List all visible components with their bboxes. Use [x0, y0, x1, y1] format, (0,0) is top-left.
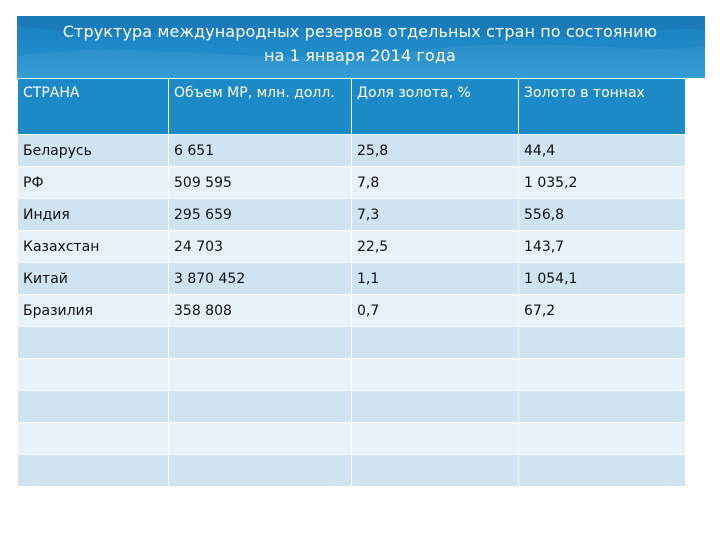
cell-gold-tonnes: 67,2 [519, 295, 686, 327]
cell-gold-share [352, 423, 519, 455]
cell-reserves-volume [169, 359, 352, 391]
table-row [18, 263, 686, 295]
cell-country: РФ [18, 167, 169, 199]
cell-country [18, 391, 169, 423]
cell-gold-share: 1,1 [352, 263, 519, 295]
cell-reserves-volume [169, 391, 352, 423]
slide-title-line-1: Структура международных резервов отдельных стран по состоянию [62, 22, 658, 41]
table-row [18, 391, 686, 423]
table-row [18, 231, 686, 263]
table-row [18, 455, 686, 487]
cell-gold-tonnes [519, 391, 686, 423]
table-row [18, 423, 686, 455]
cell-country [18, 359, 169, 391]
cell-reserves-volume: 358 808 [169, 295, 352, 327]
cell-gold-share: 0,7 [352, 295, 519, 327]
cell-reserves-volume: 295 659 [169, 199, 352, 231]
cell-country: Индия [18, 199, 169, 231]
cell-gold-share [352, 359, 519, 391]
cell-gold-share [352, 327, 519, 359]
cell-gold-share: 22,5 [352, 231, 519, 263]
cell-country: Бразилия [18, 295, 169, 327]
table-row [18, 135, 686, 167]
cell-country: Беларусь [18, 135, 169, 167]
slide-title [40, 20, 680, 68]
cell-gold-tonnes: 556,8 [519, 199, 686, 231]
cell-gold-tonnes [519, 423, 686, 455]
cell-gold-share: 25,8 [352, 135, 519, 167]
cell-country: Казахстан [18, 231, 169, 263]
cell-reserves-volume: 24 703 [169, 231, 352, 263]
header-reserves-volume: Объем МР, млн. долл. [169, 79, 352, 135]
cell-reserves-volume: 3 870 452 [169, 263, 352, 295]
cell-country [18, 455, 169, 487]
cell-country [18, 423, 169, 455]
cell-gold-tonnes: 44,4 [519, 135, 686, 167]
cell-gold-tonnes: 1 054,1 [519, 263, 686, 295]
table-row [18, 327, 686, 359]
slide-title-line-2: на 1 января 2014 года [264, 46, 456, 65]
cell-gold-tonnes: 1 035,2 [519, 167, 686, 199]
cell-gold-tonnes: 143,7 [519, 231, 686, 263]
cell-reserves-volume [169, 423, 352, 455]
cell-reserves-volume [169, 327, 352, 359]
cell-reserves-volume: 6 651 [169, 135, 352, 167]
cell-gold-share: 7,8 [352, 167, 519, 199]
cell-country: Китай [18, 263, 169, 295]
cell-country [18, 327, 169, 359]
table-row [18, 167, 686, 199]
table-row [18, 359, 686, 391]
header-gold-share: Доля золота, % [352, 79, 519, 135]
table-row [18, 199, 686, 231]
cell-gold-share: 7,3 [352, 199, 519, 231]
reserves-table [17, 78, 686, 487]
cell-gold-tonnes [519, 327, 686, 359]
cell-gold-tonnes [519, 359, 686, 391]
table-header-row [18, 79, 686, 135]
table-row [18, 295, 686, 327]
cell-gold-tonnes [519, 455, 686, 487]
cell-gold-share [352, 391, 519, 423]
cell-reserves-volume [169, 455, 352, 487]
header-gold-tonnes: Золото в тоннах [519, 79, 686, 135]
header-country: СТРАНА [18, 79, 169, 135]
cell-reserves-volume: 509 595 [169, 167, 352, 199]
cell-gold-share [352, 455, 519, 487]
